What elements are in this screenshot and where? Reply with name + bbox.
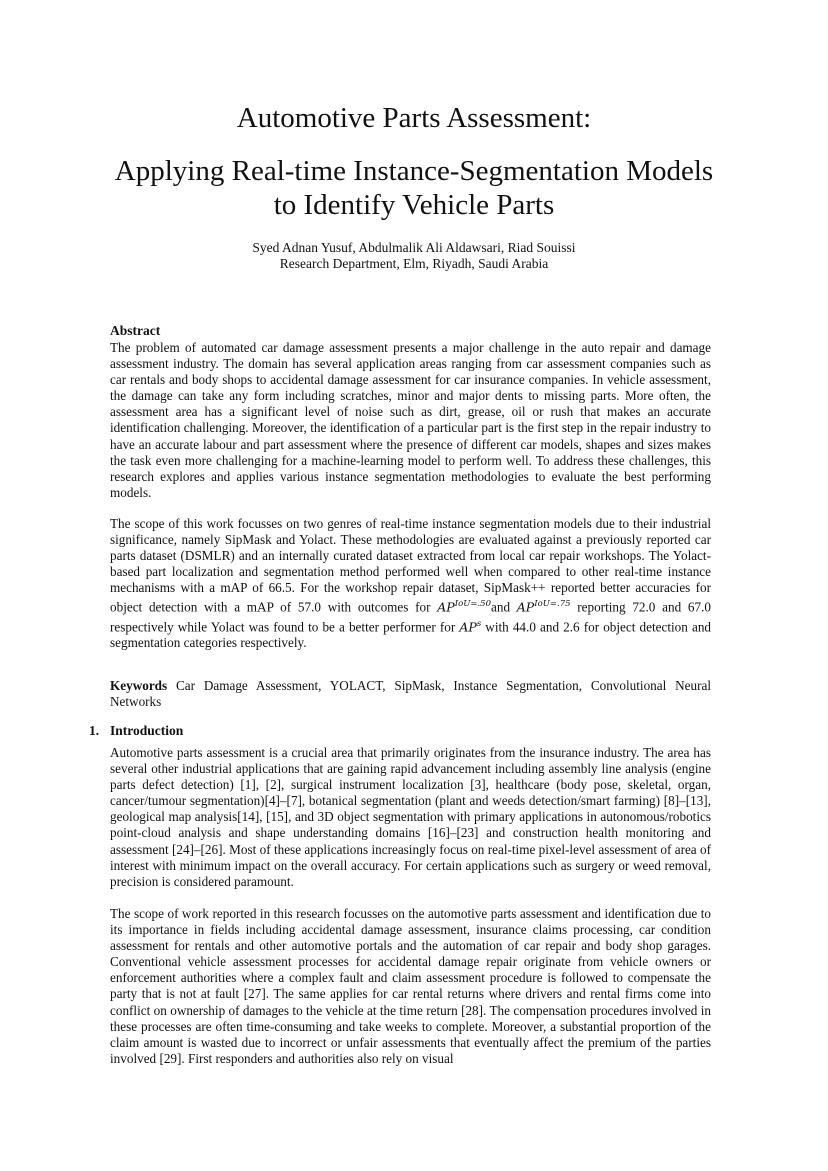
keywords-text: Car Damage Assessment, YOLACT, SipMask, Instance Segmentation, Convolutional Neural Networks — [110, 678, 711, 710]
abstract-paragraph-2 — [110, 516, 711, 652]
ap-iou75-superscript: IoU=.75 — [534, 599, 571, 610]
section-heading-introduction — [89, 723, 183, 739]
abstract-p2-text-c: reporting 72.0 and 67.0 respectively while Yolact was found to be a better performer for — [110, 599, 711, 635]
abstract-paragraph-1: The problem of automated car damage assessment presents a major challenge in the auto repair and damage assessment industry. The domain has several application areas ranging from car assessment companies such as car rentals and body shops to accidental damage assessment for car insurance companies. In vehicle assessment, the damage can take any form including scratches, minor and major dents to missing parts. More often, the assessment area has a significant level of noise such as dirt, grease, oil or rush that makes an accurate identification challenging. Moreover, the identification of a particular part is the first step in the repair industry to have an accurate labour and part assessment where the presence of different car models, shapes and sizes makes the task even more challenging for a machine-learning model to perform well. To address these challenges, this research explores and applies various instance segmentation methodologies to evaluate the best performing models. — [110, 340, 711, 500]
section-title: Introduction — [110, 723, 184, 738]
paper-title-line1: Automotive Parts Assessment: — [236, 102, 592, 134]
abstract-p2-text-b: and — [491, 599, 517, 615]
author-names: Syed Adnan Yusuf, Abdulmalik Ali Aldawsari, Riad Souissi — [252, 240, 576, 255]
ap-symbol: AP — [459, 619, 477, 635]
author-block — [0, 240, 828, 272]
paper-title-line2: Applying Real-time Instance-Segmentation Models to Identify Vehicle Parts — [114, 155, 714, 221]
ap-s-superscript: s — [476, 618, 482, 629]
abstract-heading: Abstract — [110, 323, 161, 338]
keywords-label: Keywords — [110, 678, 168, 693]
author-affiliation: Research Department, Elm, Riyadh, Saudi Arabia — [279, 256, 549, 271]
keywords-block — [110, 678, 711, 710]
ap-symbol: AP — [516, 599, 535, 615]
abstract-p2-text-a: The scope of this work focusses on two genres of real-time instance segmentation models due to their industrial significance, namely SipMask and Yolact. These methodologies are evaluated against a previously reported car parts dataset (DSMLR) and an internally curated dataset extracted from local car repair workshops. The Yolact-based part localization and segmentation method performed well when compared to other real-time instance mechanisms with a mAP of 66.5. For the workshop repair dataset, SipMask++ reported better accuracies for object detection with a mAP of 57.0 with outcomes for — [110, 516, 711, 615]
intro-paragraph-2: The scope of work reported in this research focusses on the automotive parts assessment and identification due to its importance in fields including accidental damage assessment, insurance claims processing, car condition assessment for rentals and other automotive portals and the automation of car repair and body shop garages. Conventional vehicle assessment processes for accidental damage repair originate from vehicle owners or enforcement authorities where a complex fault and claim assessment procedure is followed to compensate the party that is not at fault [27]. The same applies for car rental returns where drivers and rental firms come into conflict on ownership of damages to the vehicle at the time return [28]. The compensation procedures involved in these processes are often time-consuming and take weeks to complete. Moreover, a substantial proportion of the claim amount is wasted due to incorrect or unfair assessments that eventually affect the premium of the parties involved [29]. First responders and authorities also rely on visual — [110, 906, 711, 1066]
intro-paragraph-1: Automotive parts assessment is a crucial area that primarily originates from the insurance industry. The area has several other industrial applications that are gaining rapid advancement including assembly line analysis (engine parts defect detection) [1], [2], surgical instrument localization [3], healthcare (body pose, skeletal, organ, cancer/tumour segmentation)[4]–[7], botanical segmentation (plant and weeds detection/smart farming) [8]–[13], geological map analysis[14], [15], and 3D object segmentation with primary applications in autonomous/robotics point-cloud analysis and shape understanding domains [16]–[23] and construction health monitoring and assessment [24]–[26]. Most of these applications increasingly focus on real-time pixel-level assessment of area of interest with minimum impact on the overall accuracy. For certain applications such as surgery or weed removal, precision is considered paramount. — [110, 745, 711, 889]
ap-symbol: AP — [437, 599, 455, 615]
section-number: 1. — [89, 723, 100, 738]
abstract-p2-text-d: with 44.0 and 2.6 for object detection and segmentation categories respectively. — [110, 619, 712, 651]
ap-iou50-superscript: IoU=.50 — [454, 599, 491, 610]
